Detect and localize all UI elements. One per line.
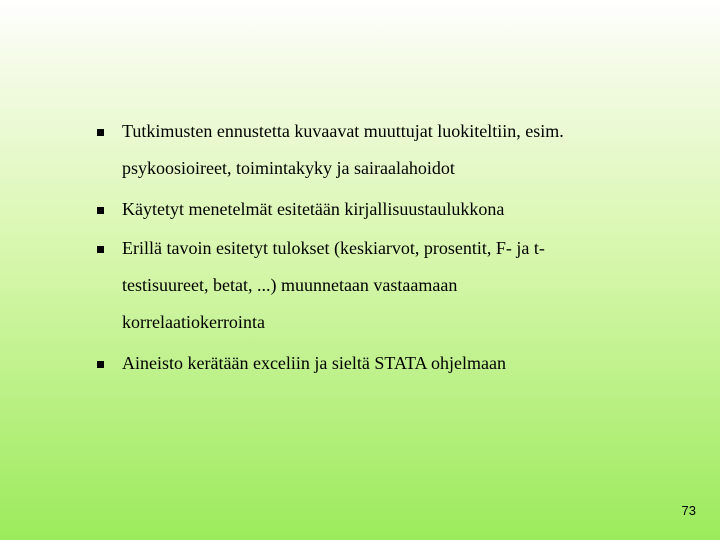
bullet-text-4 [122, 345, 682, 382]
bullet-line: testisuureet, betat, ...) muunnetaan vastaamaan [122, 275, 458, 295]
square-bullet-icon [97, 129, 104, 136]
bullet-text-2 [122, 191, 682, 228]
bullet-line: Aineisto kerätään exceliin ja sieltä STATA ohjelmaan [122, 353, 506, 373]
bullet-line: Käytetyt menetelmät esitetään kirjallisuustaulukkona [122, 199, 505, 219]
bullet-line: Erillä tavoin esitetyt tulokset (keskiarvot, prosentit, F- ja t- [122, 238, 545, 258]
square-bullet-icon [97, 207, 104, 214]
bullet-line: Tutkimusten ennustetta kuvaavat muuttujat luokiteltiin, esim. [122, 121, 564, 141]
bullet-text-3 [122, 230, 682, 341]
page-number: 73 [681, 503, 696, 518]
bullet-line: korrelaatiokerrointa [122, 312, 265, 332]
bullet-line: psykoosioireet, toimintakyky ja sairaalahoidot [122, 158, 455, 178]
square-bullet-icon [97, 246, 104, 253]
bullet-text-1 [122, 113, 682, 187]
square-bullet-icon [97, 361, 104, 368]
